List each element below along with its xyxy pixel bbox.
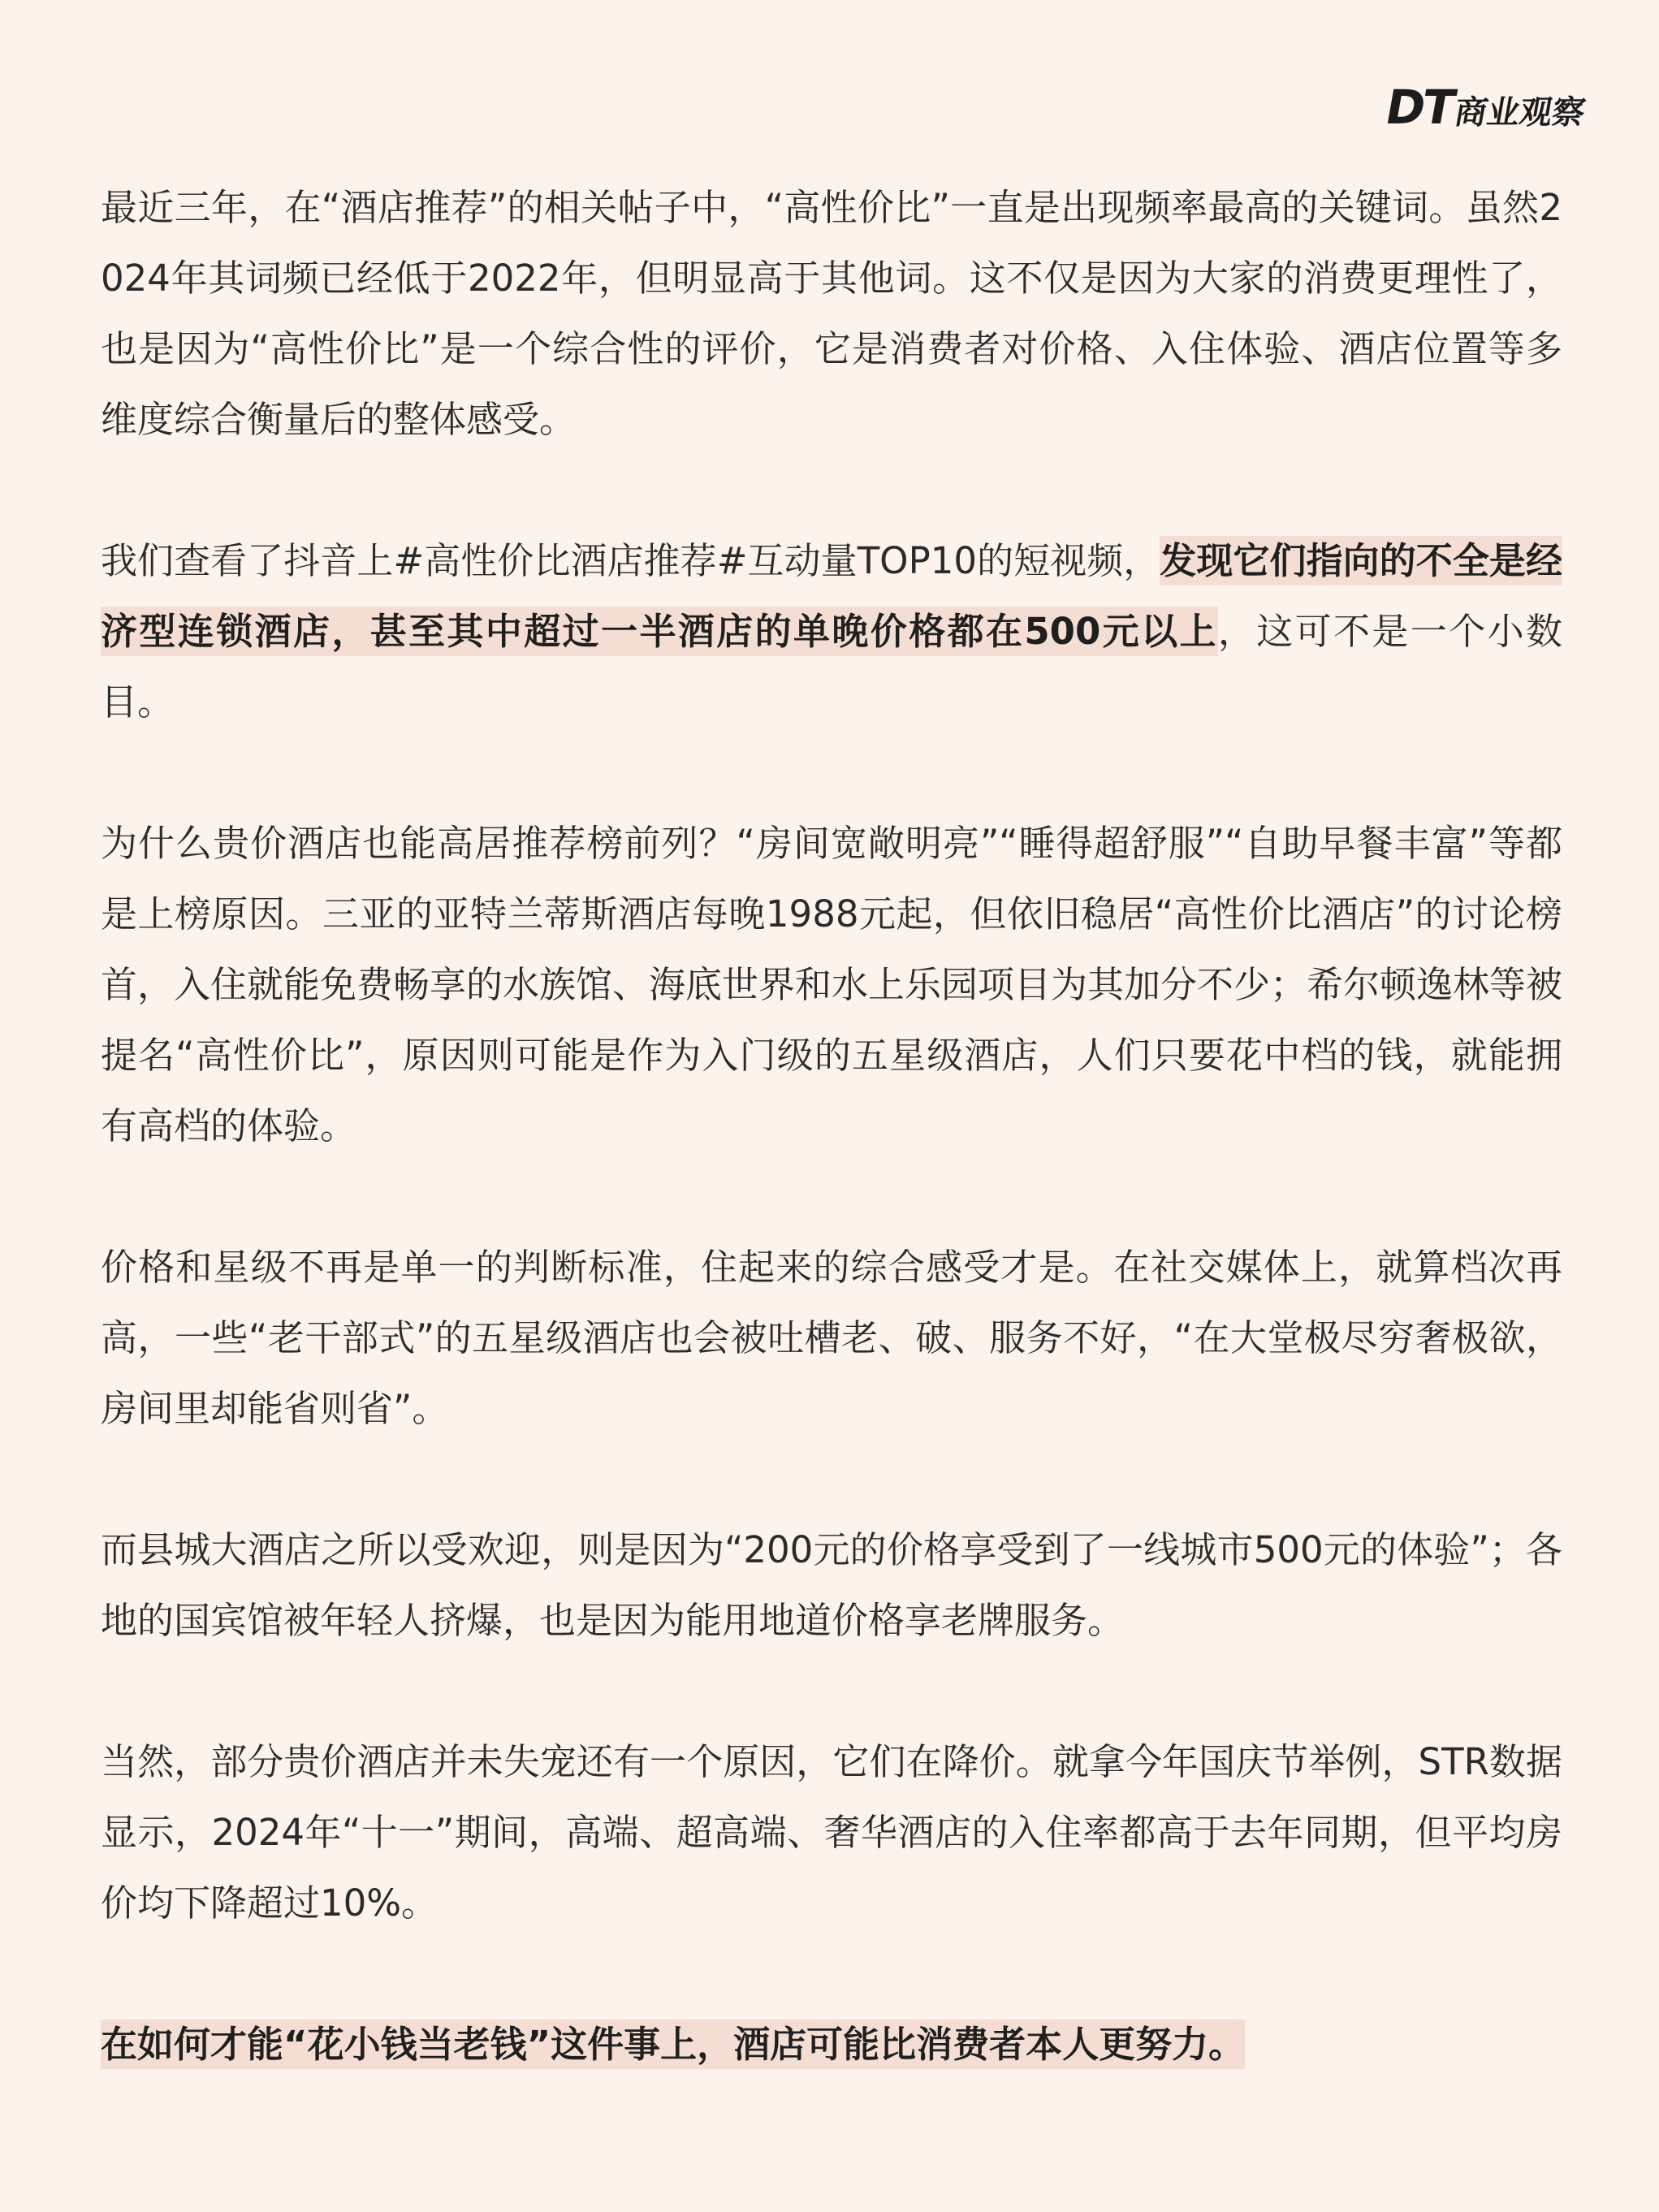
paragraph-text: 我们查看了抖音上#高性价比酒店推荐#互动量TOP10的短视频， bbox=[101, 539, 1160, 582]
brand-logo bbox=[1381, 80, 1591, 135]
paragraph-7-conclusion bbox=[101, 2009, 1562, 2080]
paragraph-2 bbox=[101, 525, 1562, 737]
paragraph-text: 当然，部分贵价酒店并未失宠还有一个原因，它们在降价。就拿今年国庆节举例，STR数据显示，2024年“十一”期间，高端、超高端、奢华酒店的入住率都高于去年同期，但平均房价均下降超过10%。 bbox=[101, 1740, 1562, 1925]
paragraph-4 bbox=[101, 1232, 1562, 1444]
paragraph-text: 最近三年，在“酒店推荐”的相关帖子中，“高性价比”一直是出现频率最高的关键词。虽然2024年其词频已经低于2022年，但明显高于其他词。这不仅是因为大家的消费更理性了，也是因为“高性价比”是一个综合性的评价，它是消费者对价格、入住体验、酒店位置等多维度综合衡量后的整体感受。 bbox=[101, 186, 1562, 441]
logo-brand-name: 商业观察 bbox=[1451, 94, 1588, 132]
highlighted-conclusion: 在如何才能“花小钱当老钱”这件事上，酒店可能比消费者本人更努力。 bbox=[101, 2020, 1245, 2069]
paragraph-text: 价格和星级不再是单一的判断标准，住起来的综合感受才是。在社交媒体上，就算档次再高，一些“老干部式”的五星级酒店也会被吐槽老、破、服务不好，“在大堂极尽穷奢极欲，房间里却能省则省”。 bbox=[101, 1246, 1562, 1430]
highlighted-text: 发现它们指向的不全是经济型连锁酒店，甚至其中超过一半酒店的单晚价格都在500元以上 bbox=[101, 536, 1562, 656]
paragraph-text: 而县城大酒店之所以受欢迎，则是因为“200元的价格享受到了一线城市500元的体验”；各地的国宾馆被年轻人挤爆，也是因为能用地道价格享老牌服务。 bbox=[101, 1528, 1562, 1642]
logo-dt-mark: DT bbox=[1381, 80, 1458, 135]
paragraph-1 bbox=[101, 172, 1562, 455]
paragraph-3 bbox=[101, 808, 1562, 1161]
paragraph-text: 为什么贵价酒店也能高居推荐榜前列？“房间宽敞明亮”“睡得超舒服”“自助早餐丰富”等都是上榜原因。三亚的亚特兰蒂斯酒店每晚1988元起，但依旧稳居“高性价比酒店”的讨论榜首，入住就能免费畅享的水族馆、海底世界和水上乐园项目为其加分不少；希尔顿逸林等被提名“高性价比”，原因则可能是作为入门级的五星级酒店，人们只要花中档的钱，就能拥有高档的体验。 bbox=[101, 822, 1563, 1147]
article-body bbox=[101, 172, 1562, 2080]
paragraph-6 bbox=[101, 1726, 1562, 1938]
paragraph-text: ，这可不是一个小数目。 bbox=[101, 610, 1562, 724]
paragraph-5 bbox=[101, 1514, 1562, 1656]
